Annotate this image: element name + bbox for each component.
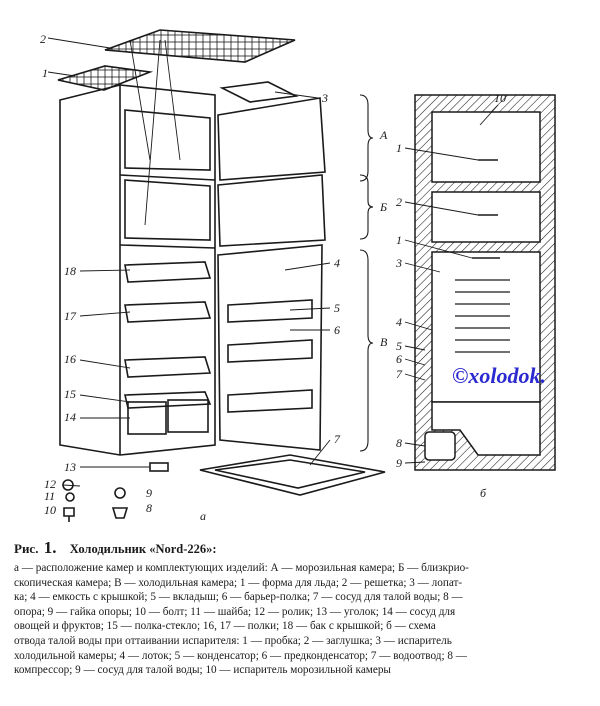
fridge-perspective-drawing bbox=[48, 30, 388, 522]
part-label: 14 bbox=[64, 410, 76, 424]
part-label: 12 bbox=[44, 477, 56, 491]
caption-line: овощей и фруктов; 15 — полка-стекло; 16, 17 — полки; 18 — бак с крышкой; б — схема bbox=[14, 620, 436, 633]
zone-labels bbox=[379, 128, 388, 349]
scoop bbox=[222, 82, 296, 102]
support-foot bbox=[113, 508, 127, 518]
part-label: 16 bbox=[64, 352, 76, 366]
part-label: 4 bbox=[334, 256, 340, 270]
subfigure-label-a: а bbox=[200, 509, 206, 523]
caption-title: Холодильник «Nord-226»: bbox=[69, 542, 217, 556]
shelves bbox=[125, 262, 210, 408]
fridge-door bbox=[218, 245, 322, 450]
freezer-door bbox=[218, 98, 325, 180]
caption-line: холодильной камеры; 4 — лоток; 5 — конденсатор; 6 — предконденсатор; 7 — водоотвод; 8 — bbox=[14, 649, 467, 662]
part-label: 2 bbox=[396, 195, 402, 209]
compressor bbox=[425, 432, 455, 460]
bolt bbox=[64, 508, 74, 522]
door-shelves bbox=[228, 300, 312, 412]
caption-label: Рис. bbox=[14, 541, 39, 556]
part-label: 3 bbox=[396, 256, 402, 270]
part-label: 8 bbox=[146, 501, 152, 515]
freezer-chamber bbox=[432, 112, 540, 182]
shelf-grate bbox=[105, 30, 295, 62]
support-nut bbox=[115, 488, 125, 498]
left-part-labels bbox=[40, 32, 341, 517]
corner-bracket bbox=[150, 463, 168, 471]
caption-line: отвода талой воды при оттаивании испарителя: 1 — пробка; 2 — заглушка; 3 — испаритель bbox=[14, 634, 452, 647]
part-label: 9 bbox=[146, 486, 152, 500]
part-label: 17 bbox=[64, 309, 76, 323]
caption-heading bbox=[14, 538, 590, 558]
part-label: 2 bbox=[40, 32, 46, 46]
part-label: 7 bbox=[334, 432, 340, 446]
zone-braces bbox=[360, 95, 373, 451]
caption-line: опора; 9 — гайка опоры; 10 — болт; 11 — шайба; 12 — ролик; 13 — уголок; 14 — сосуд для bbox=[14, 605, 456, 618]
part-label: 13 bbox=[64, 460, 76, 474]
part-label: 9 bbox=[396, 456, 402, 470]
part-label: 10 bbox=[494, 91, 506, 105]
part-label: 11 bbox=[44, 489, 56, 503]
freezer-compartment bbox=[125, 110, 210, 170]
part-label: 4 bbox=[396, 315, 402, 329]
low-temp-chamber bbox=[432, 192, 540, 242]
part-label: 3 bbox=[322, 91, 328, 105]
zone-label: Б bbox=[380, 200, 388, 214]
part-label: 10 bbox=[44, 503, 56, 517]
caption-line: ка; 4 — емкость с крышкой; 5 — вкладыш; 6 — барьер-полка; 7 — сосуд для талой воды; 8 — bbox=[14, 591, 463, 604]
part-label: 15 bbox=[64, 387, 76, 401]
part-label: 1 bbox=[42, 66, 48, 80]
caption-line: скопическая камера; В — холодильная камера; 1 — форма для льда; 2 — решетка; 3 — лопат- bbox=[14, 576, 463, 589]
part-label: 18 bbox=[64, 264, 76, 278]
part-label: 1 bbox=[396, 141, 402, 155]
figure-caption bbox=[14, 538, 590, 678]
part-label: 6 bbox=[334, 323, 340, 337]
washer bbox=[66, 493, 74, 501]
caption-line: а — расположение камер и комплектующих изделий: А — морозильная камера; Б — близкрио- bbox=[14, 562, 469, 574]
caption-line: компрессор; 9 — сосуд для талой воды; 10 — испаритель морозильной камеры bbox=[14, 664, 391, 677]
part-label: 7 bbox=[396, 367, 402, 381]
part-label: 1 bbox=[396, 233, 402, 247]
part-label: 5 bbox=[334, 301, 340, 315]
zone-label: В bbox=[380, 335, 388, 349]
caption-body bbox=[14, 561, 590, 678]
part-label: 6 bbox=[396, 352, 402, 366]
low-temp-door bbox=[218, 175, 325, 246]
subfigure-label-b: б bbox=[480, 486, 487, 500]
caption-number: 1. bbox=[43, 538, 57, 557]
part-label: 5 bbox=[396, 339, 402, 353]
part-label: 8 bbox=[396, 436, 402, 450]
low-temp-compartment bbox=[125, 180, 210, 240]
defrost-scheme bbox=[405, 95, 555, 470]
zone-label: А bbox=[380, 128, 388, 142]
watermark: ©xolodok. bbox=[452, 363, 547, 388]
